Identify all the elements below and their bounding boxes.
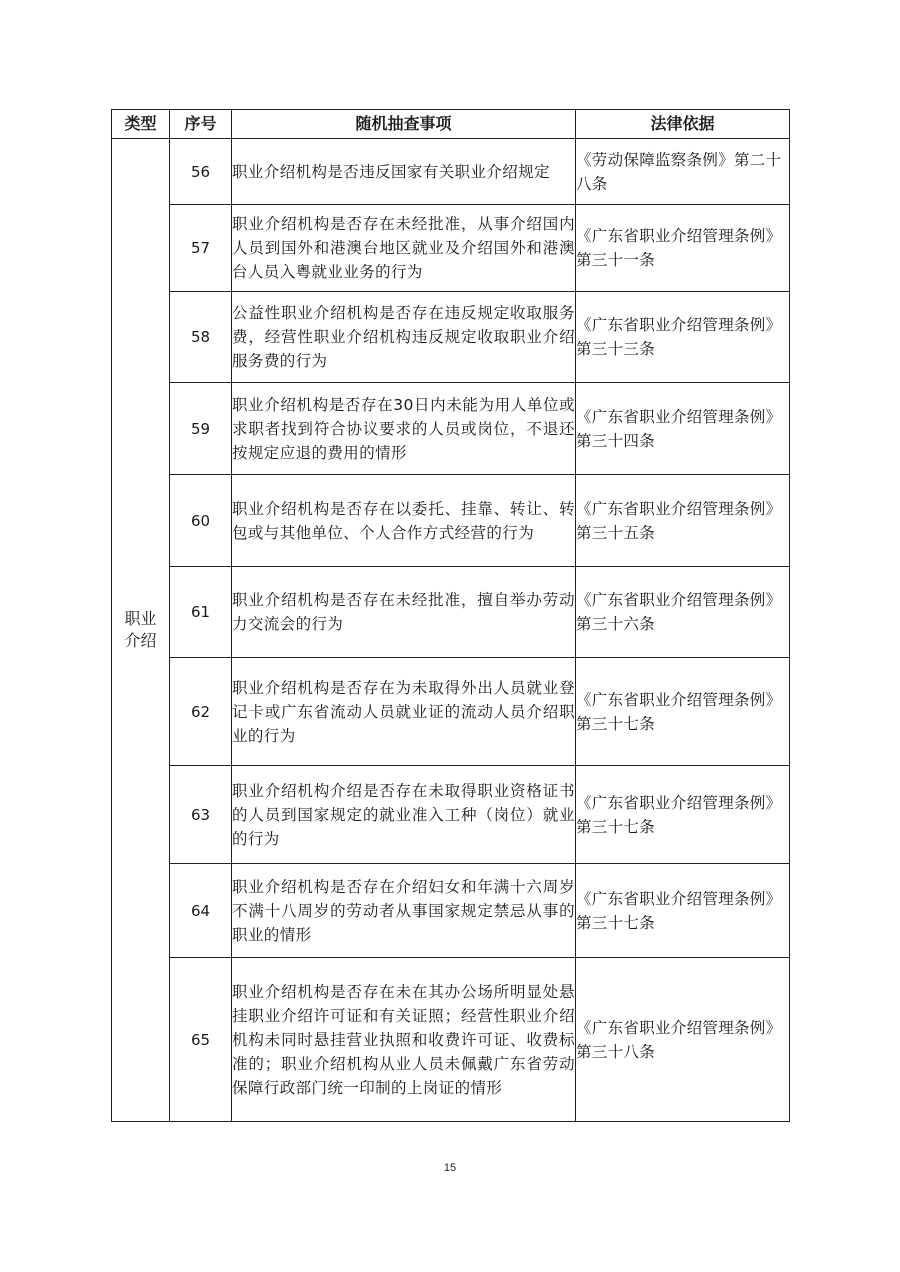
item-cell: 职业介绍机构介绍是否存在未取得职业资格证书的人员到国家规定的就业准入工种（岗位）就业的行为: [232, 766, 576, 864]
table-row: [112, 567, 790, 658]
item-cell: 职业介绍机构是否存在未在其办公场所明显处悬挂职业介绍许可证和有关证照；经营性职业介绍机构未同时悬挂营业执照和收费许可证、收费标准的；职业介绍机构从业人员未佩戴广东省劳动保障行政部门统一印制的上岗证的情形: [232, 958, 576, 1122]
basis-cell: 《广东省职业介绍管理条例》第三十八条: [576, 958, 790, 1122]
basis-cell: 《劳动保障监察条例》第二十八条: [576, 139, 790, 205]
seq-cell: 58: [170, 292, 232, 383]
seq-cell: 65: [170, 958, 232, 1122]
table-row: [112, 139, 790, 205]
category-label: 职业 介绍: [124, 609, 157, 650]
basis-cell: 《广东省职业介绍管理条例》第三十五条: [576, 475, 790, 567]
seq-cell: 64: [170, 864, 232, 958]
table-row: [112, 292, 790, 383]
table-row: [112, 864, 790, 958]
seq-cell: 62: [170, 658, 232, 766]
table-row: [112, 766, 790, 864]
basis-cell: 《广东省职业介绍管理条例》第三十四条: [576, 383, 790, 475]
basis-cell: 《广东省职业介绍管理条例》第三十七条: [576, 766, 790, 864]
category-cell: [112, 139, 170, 1122]
seq-cell: 63: [170, 766, 232, 864]
basis-cell: 《广东省职业介绍管理条例》第三十七条: [576, 658, 790, 766]
page-number: 15: [443, 1162, 457, 1174]
header-item: 随机抽查事项: [232, 110, 576, 139]
item-cell: 职业介绍机构是否存在未经批准，擅自举办劳动力交流会的行为: [232, 567, 576, 658]
seq-cell: 61: [170, 567, 232, 658]
inspection-table: [111, 109, 790, 1122]
header-seq: 序号: [170, 110, 232, 139]
item-cell: 职业介绍机构是否存在未经批准，从事介绍国内人员到国外和港澳台地区就业及介绍国外和港澳台人员入粤就业业务的行为: [232, 205, 576, 292]
table-row: [112, 383, 790, 475]
basis-cell: 《广东省职业介绍管理条例》第三十七条: [576, 864, 790, 958]
item-cell: 职业介绍机构是否存在为未取得外出人员就业登记卡或广东省流动人员就业证的流动人员介绍职业的行为: [232, 658, 576, 766]
item-cell: 职业介绍机构是否存在介绍妇女和年满十六周岁不满十八周岁的劳动者从事国家规定禁忌从事的职业的情形: [232, 864, 576, 958]
item-cell: 职业介绍机构是否存在以委托、挂靠、转让、转包或与其他单位、个人合作方式经营的行为: [232, 475, 576, 567]
item-cell: 职业介绍机构是否存在30日内未能为用人单位或求职者找到符合协议要求的人员或岗位，不退还按规定应退的费用的情形: [232, 383, 576, 475]
basis-cell: 《广东省职业介绍管理条例》第三十六条: [576, 567, 790, 658]
seq-cell: 56: [170, 139, 232, 205]
table-row: [112, 958, 790, 1122]
header-basis: 法律依据: [576, 110, 790, 139]
seq-cell: 57: [170, 205, 232, 292]
table-row: [112, 658, 790, 766]
item-cell: 公益性职业介绍机构是否存在违反规定收取服务费，经营性职业介绍机构违反规定收取职业介绍服务费的行为: [232, 292, 576, 383]
basis-cell: 《广东省职业介绍管理条例》第三十一条: [576, 205, 790, 292]
header-row: [112, 110, 790, 139]
table-row: [112, 205, 790, 292]
table-row: [112, 475, 790, 567]
header-type: 类型: [112, 110, 170, 139]
seq-cell: 59: [170, 383, 232, 475]
seq-cell: 60: [170, 475, 232, 567]
item-cell: 职业介绍机构是否违反国家有关职业介绍规定: [232, 139, 576, 205]
basis-cell: 《广东省职业介绍管理条例》第三十三条: [576, 292, 790, 383]
